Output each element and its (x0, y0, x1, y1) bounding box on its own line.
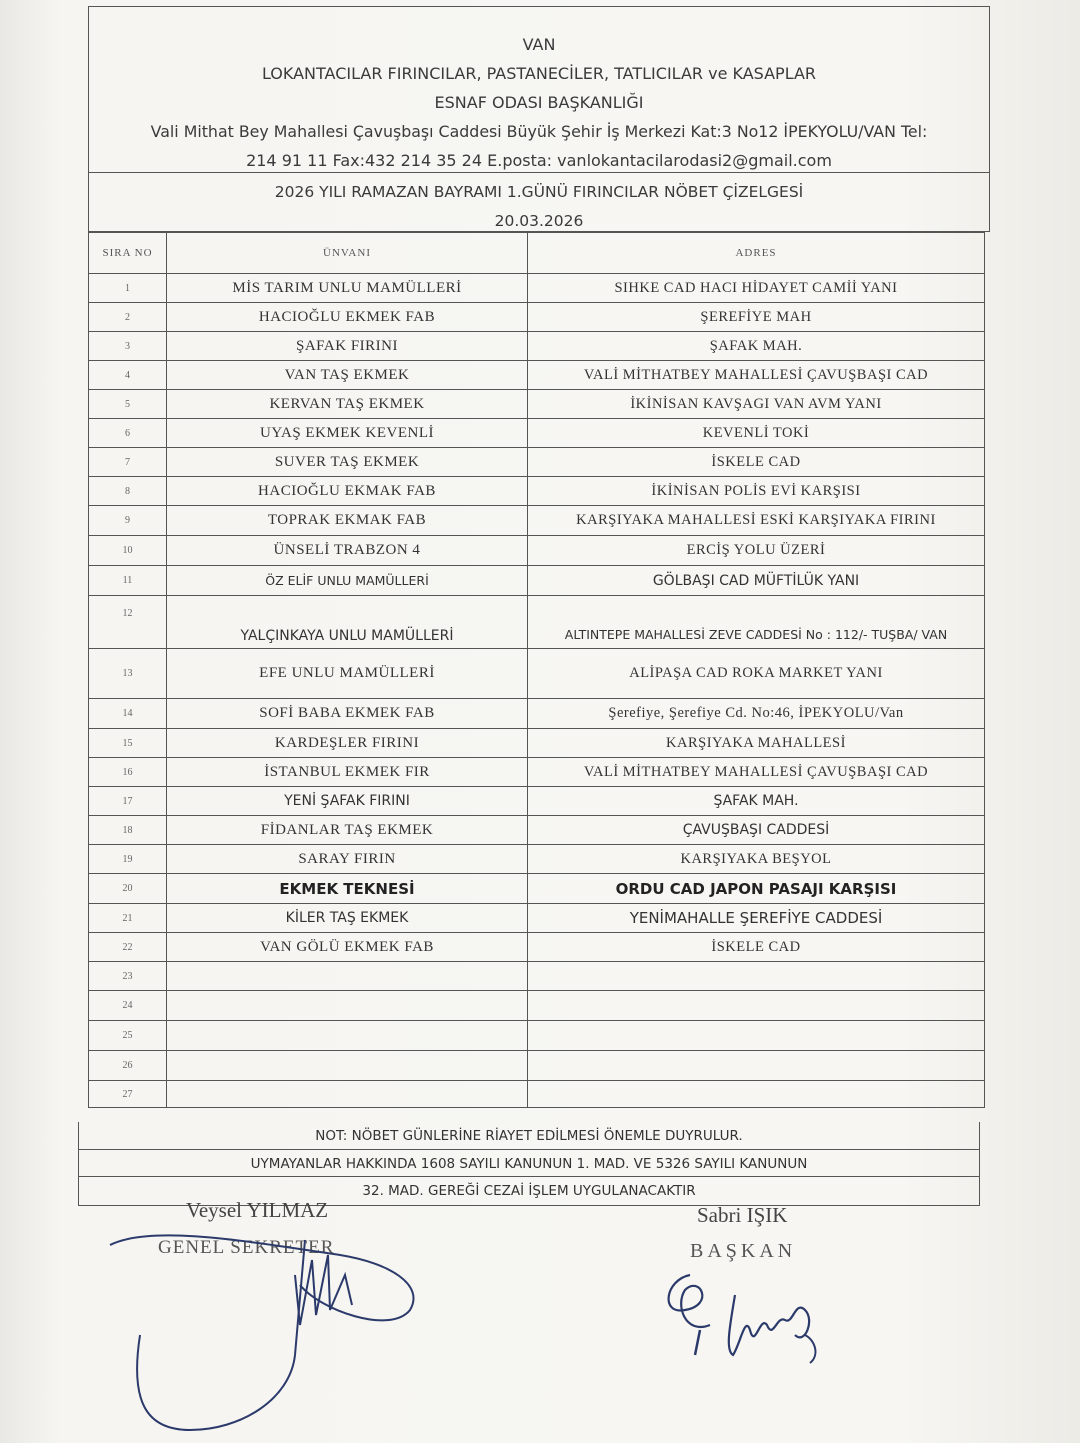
table-row (89, 303, 985, 332)
row-number: 26 (89, 1051, 167, 1081)
row-number: 2 (89, 303, 167, 332)
bakery-address: YENİMAHALLE ŞEREFİYE CADDESİ (528, 904, 985, 933)
president-signature (655, 1255, 835, 1375)
bakery-name: EKMEK TEKNESİ (167, 874, 528, 904)
bakery-name: TOPRAK EKMAK FAB (167, 506, 528, 536)
row-number: 21 (89, 904, 167, 933)
bakery-name: EFE UNLU MAMÜLLERİ (167, 649, 528, 699)
bakery-address: VALİ MİTHATBEY MAHALLESİ ÇAVUŞBAŞI CAD (528, 758, 985, 787)
row-number: 23 (89, 962, 167, 991)
row-number: 19 (89, 845, 167, 874)
bakery-name: ÖZ ELİF UNLU MAMÜLLERİ (167, 566, 528, 596)
schedule-title: 2026 YILI RAMAZAN BAYRAMI 1.GÜNÜ FIRINCILAR NÖBET ÇİZELGESİ (274, 183, 804, 201)
bakery-address (528, 1021, 985, 1051)
bakery-name: KİLER TAŞ EKMEK (167, 904, 528, 933)
header-address-line1: Vali Mithat Bey Mahallesi Çavuşbaşı Caddesi Büyük Şehir İş Merkezi Kat:3 No12 İPEKYOLU/VAN Tel: (150, 122, 928, 141)
bakery-address: Şerefiye, Şerefiye Cd. No:46, İPEKYOLU/Van (528, 699, 985, 729)
row-number: 12 (89, 596, 167, 649)
table-row (89, 699, 985, 729)
table-row (89, 1021, 985, 1051)
schedule-date: 20.03.2026 (494, 212, 584, 230)
bakery-name: İSTANBUL EKMEK FIR (167, 758, 528, 787)
row-number: 13 (89, 649, 167, 699)
table-row (89, 649, 985, 699)
bakery-name: HACIOĞLU EKMAK FAB (167, 477, 528, 506)
president-name: Sabri IŞIK (697, 1203, 788, 1227)
bakery-name: KERVAN TAŞ EKMEK (167, 390, 528, 419)
footer-note: NOT: NÖBET GÜNLERİNE RİAYET EDİLMESİ ÖNEMLE DUYRULUR. (315, 1128, 743, 1144)
bakery-name: MİS TARIM UNLU MAMÜLLERİ (167, 274, 528, 303)
footer-legal-line1: UYMAYANLAR HAKKINDA 1608 SAYILI KANUNUN 1. MAD. VE 5326 SAYILI KANUNUN (79, 1149, 979, 1178)
row-number: 11 (89, 566, 167, 596)
secretary-title: GENEL SEKRETER (158, 1237, 335, 1258)
bakery-address: ALİPAŞA CAD ROKA MARKET YANI (528, 649, 985, 699)
bakery-name: VAN TAŞ EKMEK (167, 361, 528, 390)
table-row (89, 419, 985, 448)
row-number: 4 (89, 361, 167, 390)
row-number: 20 (89, 874, 167, 904)
table-row (89, 506, 985, 536)
bakery-address: KARŞIYAKA BEŞYOL (528, 845, 985, 874)
footer-box (78, 1122, 980, 1206)
row-number: 22 (89, 933, 167, 962)
column-header-no: SIRA NO (89, 233, 167, 274)
table-row (89, 933, 985, 962)
table-row (89, 845, 985, 874)
header-box (88, 6, 990, 232)
bakery-address (528, 1051, 985, 1081)
bakery-name (167, 1081, 528, 1108)
table-row (89, 1081, 985, 1108)
row-number: 8 (89, 477, 167, 506)
table-row (89, 816, 985, 845)
row-number: 7 (89, 448, 167, 477)
header-chamber-line2: ESNAF ODASI BAŞKANLIĞI (434, 93, 644, 112)
table-row (89, 361, 985, 390)
table-row (89, 566, 985, 596)
bakery-address: SIHKE CAD HACI HİDAYET CAMİİ YANI (528, 274, 985, 303)
table-row (89, 477, 985, 506)
row-number: 10 (89, 536, 167, 566)
table-row (89, 991, 985, 1021)
bakery-name: FİDANLAR TAŞ EKMEK (167, 816, 528, 845)
bakery-name: UYAŞ EKMEK KEVENLİ (167, 419, 528, 448)
table-row (89, 729, 985, 758)
bakery-address: ERCİŞ YOLU ÜZERİ (528, 536, 985, 566)
table-row (89, 874, 985, 904)
table-header-row (89, 233, 985, 274)
bakery-name: SOFİ BABA EKMEK FAB (167, 699, 528, 729)
row-number: 16 (89, 758, 167, 787)
bakery-address: İSKELE CAD (528, 448, 985, 477)
table-row (89, 1051, 985, 1081)
row-number: 5 (89, 390, 167, 419)
table-row (89, 787, 985, 816)
bakery-name: YENİ ŞAFAK FIRINI (167, 787, 528, 816)
row-number: 9 (89, 506, 167, 536)
bakery-address (528, 962, 985, 991)
bakery-name: KARDEŞLER FIRINI (167, 729, 528, 758)
column-header-address: ADRES (528, 233, 985, 274)
bakery-address: ÇAVUŞBAŞI CADDESİ (528, 816, 985, 845)
bakery-address (528, 1081, 985, 1108)
bakery-address: VALİ MİTHATBEY MAHALLESİ ÇAVUŞBAŞI CAD (528, 361, 985, 390)
row-number: 18 (89, 816, 167, 845)
row-number: 15 (89, 729, 167, 758)
secretary-name: Veysel YILMAZ (186, 1198, 329, 1222)
president-title: BAŞKAN (690, 1240, 797, 1262)
table-row (89, 274, 985, 303)
duty-schedule-table (88, 232, 985, 1108)
bakery-name: ŞAFAK FIRINI (167, 332, 528, 361)
bakery-address: GÖLBAŞI CAD MÜFTİLÜK YANI (528, 566, 985, 596)
header-city: VAN (522, 35, 556, 54)
table-row (89, 332, 985, 361)
row-number: 14 (89, 699, 167, 729)
bakery-name (167, 991, 528, 1021)
row-number: 3 (89, 332, 167, 361)
header-chamber-line1: LOKANTACILAR FIRINCILAR, PASTANECİLER, TATLICILAR ve KASAPLAR (261, 64, 817, 83)
bakery-name: YALÇINKAYA UNLU MAMÜLLERİ (167, 596, 528, 649)
bakery-address: İKİNİSAN POLİS EVİ KARŞISI (528, 477, 985, 506)
row-number: 6 (89, 419, 167, 448)
bakery-address: İKİNİSAN KAVŞAGI VAN AVM YANI (528, 390, 985, 419)
header-address-line2: 214 91 11 Fax:432 214 35 24 E.posta: vanlokantacilarodasi2@gmail.com (246, 151, 832, 170)
table-row (89, 904, 985, 933)
table-row (89, 390, 985, 419)
bakery-name: VAN GÖLÜ EKMEK FAB (167, 933, 528, 962)
row-number: 25 (89, 1021, 167, 1051)
bakery-name: SARAY FIRIN (167, 845, 528, 874)
table-row (89, 758, 985, 787)
row-number: 17 (89, 787, 167, 816)
column-header-name: ÜNVANI (167, 233, 528, 274)
row-number: 1 (89, 274, 167, 303)
bakery-name: SUVER TAŞ EKMEK (167, 448, 528, 477)
secretary-signature (90, 1215, 430, 1440)
bakery-name (167, 1051, 528, 1081)
bakery-name: HACIOĞLU EKMEK FAB (167, 303, 528, 332)
footer-legal-line2: 32. MAD. GEREĞİ CEZAİ İŞLEM UYGULANACAKTIR (79, 1176, 979, 1205)
bakery-address: ŞAFAK MAH. (528, 787, 985, 816)
bakery-name: ÜNSELİ TRABZON 4 (167, 536, 528, 566)
bakery-address (528, 991, 985, 1021)
table-row (89, 448, 985, 477)
table-row (89, 962, 985, 991)
bakery-address: ŞAFAK MAH. (528, 332, 985, 361)
bakery-address: KARŞIYAKA MAHALLESİ ESKİ KARŞIYAKA FIRINI (528, 506, 985, 536)
bakery-address: KARŞIYAKA MAHALLESİ (528, 729, 985, 758)
table-row (89, 536, 985, 566)
bakery-address: ŞEREFİYE MAH (528, 303, 985, 332)
bakery-address: İSKELE CAD (528, 933, 985, 962)
header-divider (89, 172, 989, 173)
table-row (89, 596, 985, 649)
bakery-address: ALTINTEPE MAHALLESİ ZEVE CADDESİ No : 112/- TUŞBA/ VAN (528, 596, 985, 649)
bakery-address: KEVENLİ TOKİ (528, 419, 985, 448)
bakery-address: ORDU CAD JAPON PASAJI KARŞISI (528, 874, 985, 904)
bakery-name (167, 1021, 528, 1051)
row-number: 27 (89, 1081, 167, 1108)
bakery-name (167, 962, 528, 991)
row-number: 24 (89, 991, 167, 1021)
